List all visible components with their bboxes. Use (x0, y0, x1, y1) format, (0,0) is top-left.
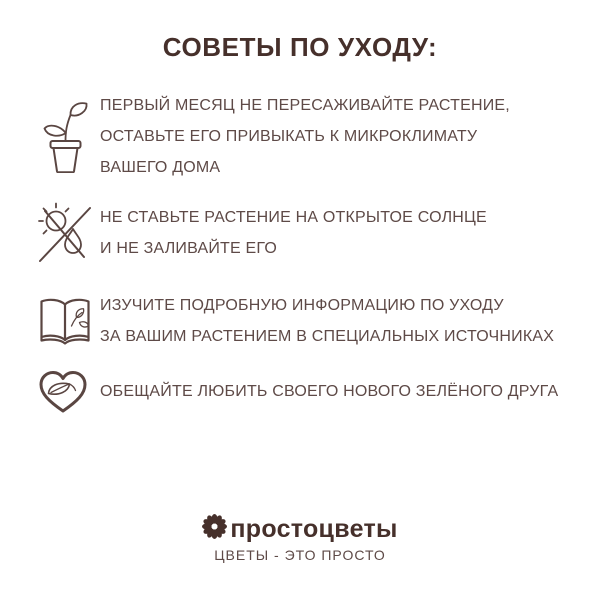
tip-text (100, 90, 510, 183)
heart-leaf-icon (38, 368, 100, 415)
tip-line: ОБЕЩАЙТЕ ЛЮБИТЬ СВОЕГО НОВОГО ЗЕЛЁНОГО ДРУГА (100, 383, 559, 400)
brand-name: простоцветы (230, 514, 398, 543)
tip-line: ОСТАВЬТЕ ЕГО ПРИВЫКАТЬ К МИКРОКЛИМАТУ (100, 128, 478, 145)
tip-line: НЕ СТАВЬТЕ РАСТЕНИЕ НА ОТКРЫТОЕ СОЛНЦЕ (100, 209, 487, 226)
tip-no-direct-sun (38, 202, 580, 264)
tip-text (100, 376, 558, 407)
tip-line: И НЕ ЗАЛИВАЙТЕ ЕГО (100, 240, 277, 257)
tip-line: ИЗУЧИТЕ ПОДРОБНУЮ ИНФОРМАЦИЮ ПО УХОДУ (100, 297, 504, 314)
flower-icon (202, 514, 227, 544)
tips-list (38, 90, 580, 415)
tip-text (100, 290, 554, 352)
page-title: СОВЕТЫ ПО УХОДУ: (162, 32, 438, 62)
no-sun-no-overwatering-icon (38, 202, 100, 264)
tip-do-not-repot (38, 90, 580, 183)
potted-plant-icon (38, 101, 100, 173)
brand-footer (0, 514, 600, 563)
open-book-icon (38, 295, 100, 347)
brand-row (0, 514, 600, 544)
tip-line: ЗА ВАШИМ РАСТЕНИЕМ В СПЕЦИАЛЬНЫХ ИСТОЧНИКАХ (100, 328, 555, 345)
tip-line: ВАШЕГО ДОМА (100, 159, 221, 176)
tip-text (100, 202, 487, 264)
tip-love-your-plant (38, 368, 580, 415)
brand-tagline: ЦВЕТЫ - ЭТО ПРОСТО (214, 547, 386, 563)
tip-line: ПЕРВЫЙ МЕСЯЦ НЕ ПЕРЕСАЖИВАЙТЕ РАСТЕНИЕ, (100, 97, 510, 114)
tip-read-care-info (38, 290, 580, 352)
